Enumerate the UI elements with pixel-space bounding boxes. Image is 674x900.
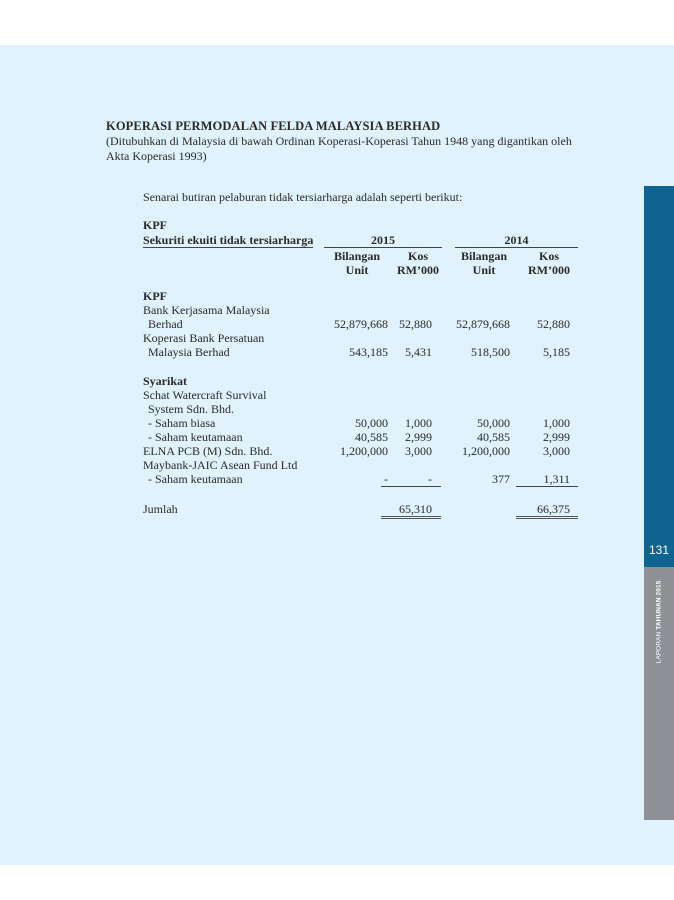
table-row [143, 458, 583, 472]
report-label [656, 581, 663, 664]
year-2014-header: 2014 [455, 233, 578, 248]
cost-2014: 2,999 [543, 430, 570, 444]
cost-2014: 3,000 [543, 444, 570, 458]
report-label-bold: TAHUNAN 2015 [655, 580, 663, 630]
table-row [143, 430, 583, 444]
row-label: - Saham keutamaan [148, 472, 243, 486]
row-label: - Saham keutamaan [148, 430, 243, 444]
row-label: Koperasi Bank Persatuan [143, 331, 265, 345]
table-row [143, 303, 583, 317]
table-row [143, 331, 583, 345]
column-header-line2: Unit [472, 263, 496, 277]
cost-2014: 1,311 [516, 472, 578, 487]
table-row [143, 416, 583, 430]
cost-2014: 1,000 [543, 416, 570, 430]
section-title: Sekuriti ekuiti tidak tersiarharga [143, 233, 314, 247]
side-tab-page-number-block [644, 186, 674, 567]
row-label: - Saham biasa [148, 416, 216, 430]
column-header-units-2014 [452, 249, 516, 277]
units-2014: 50,000 [477, 416, 510, 430]
units-2015: 1,200,000 [340, 444, 388, 458]
row-label: Malaysia Berhad [148, 345, 230, 359]
organization-title: KOPERASI PERMODALAN FELDA MALAYSIA BERHAD [106, 119, 441, 133]
row-label: Schat Watercraft Survival [143, 388, 267, 402]
column-header-line1: Kos [538, 249, 559, 263]
table-row [143, 402, 583, 416]
total-label: Jumlah [143, 502, 178, 516]
group-heading-row [143, 374, 583, 388]
column-header-units-2015 [327, 249, 387, 277]
total-cost-2015: 65,310 [381, 502, 441, 519]
units-2015: 40,585 [355, 430, 388, 444]
cost-2015: 52,880 [399, 317, 432, 331]
year-2015-header: 2015 [324, 233, 442, 248]
column-header-line1: Kos [407, 249, 428, 263]
column-header-line2: Unit [345, 263, 369, 277]
units-2015: - [384, 472, 388, 486]
units-2015: 52,879,668 [334, 317, 388, 331]
units-2015: 543,185 [349, 345, 388, 359]
row-label: Berhad [148, 317, 183, 331]
units-2015: 50,000 [355, 416, 388, 430]
cost-2015: 2,999 [405, 430, 432, 444]
page-number: 131 [648, 543, 670, 557]
units-2014: 518,500 [471, 345, 510, 359]
group-heading: KPF [143, 289, 167, 303]
cost-2015: - [381, 472, 441, 487]
row-label: ELNA PCB (M) Sdn. Bhd. [143, 444, 273, 458]
units-2014: 40,585 [477, 430, 510, 444]
total-row [143, 502, 583, 518]
table-row [143, 472, 583, 488]
row-label: System Sdn. Bhd. [148, 402, 235, 416]
report-label-light: LAPORAN [655, 629, 663, 664]
entity-heading: KPF [143, 218, 167, 232]
column-header-cost-2015 [390, 249, 446, 277]
table-row [143, 345, 583, 359]
column-header-cost-2014 [520, 249, 578, 277]
row-label: Maybank-JAIC Asean Fund Ltd [143, 458, 298, 472]
cost-2015: 5,431 [405, 345, 432, 359]
cost-2014: 52,880 [537, 317, 570, 331]
table-row [143, 444, 583, 458]
group-heading: Syarikat [143, 374, 188, 388]
total-cost-2014: 66,375 [516, 502, 578, 519]
intro-text: Senarai butiran pelaburan tidak tersiarharga adalah seperti berikut: [143, 190, 463, 204]
units-2014: 1,200,000 [462, 444, 510, 458]
cost-2015: 1,000 [405, 416, 432, 430]
units-2014: 52,879,668 [456, 317, 510, 331]
column-header-line2: RM’000 [528, 263, 570, 277]
table-row [143, 388, 583, 402]
group-heading-row [143, 289, 583, 303]
table-row [143, 317, 583, 331]
column-header-line2: RM’000 [397, 263, 439, 277]
units-2014: 377 [492, 472, 510, 486]
cost-2015: 3,000 [405, 444, 432, 458]
organization-subtitle: (Ditubuhkan di Malaysia di bawah Ordinan Koperasi-Koperasi Tahun 1948 yang digantikan oleh Akta Koperasi 1993) [106, 134, 572, 163]
cost-2014: 5,185 [543, 345, 570, 359]
column-header-line1: Bilangan [460, 249, 508, 263]
row-label: Bank Kerjasama Malaysia [143, 303, 270, 317]
column-header-line1: Bilangan [333, 249, 381, 263]
